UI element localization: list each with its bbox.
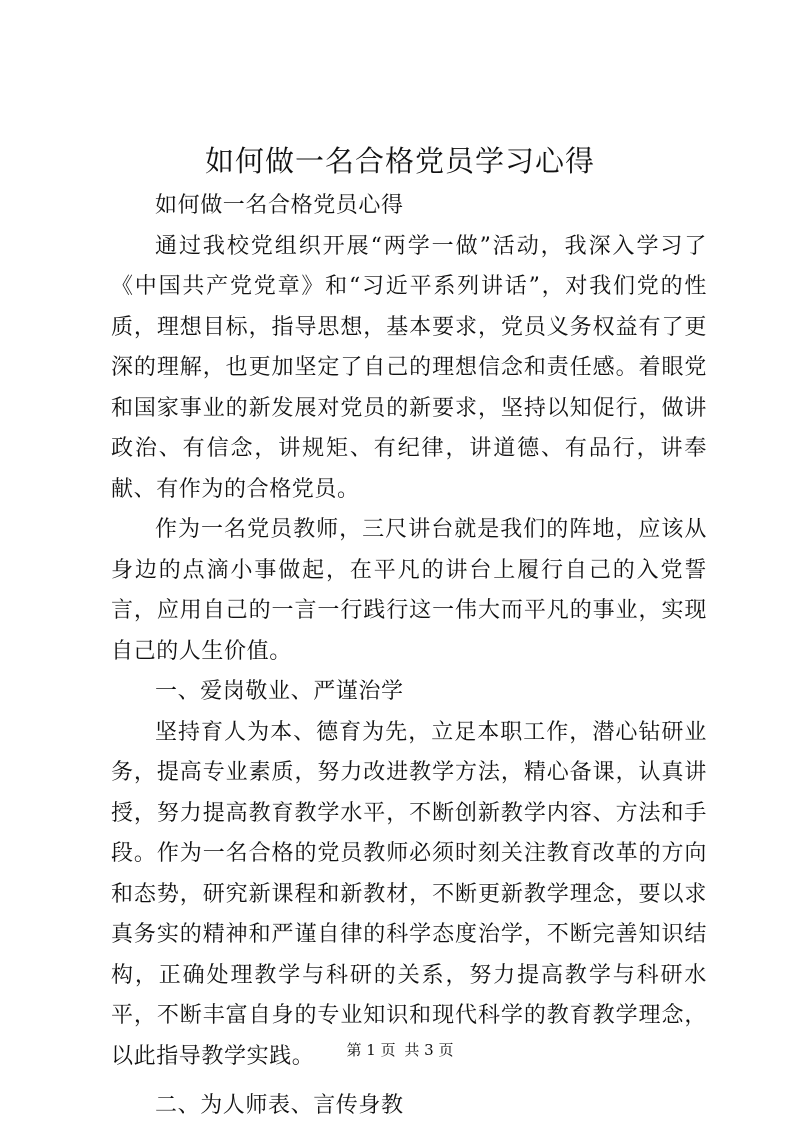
section-heading: 一、爱岗敬业、严谨治学	[155, 679, 404, 704]
body-paragraph: 坚持育人为本、德育为先，立足本职工作，潜心钻研业务，提高专业素质，努力改进教学方法，精心备课，认真讲授，努力提高教育教学水平，不断创新教学内容、方法和手段。作为一名合格的党员教师必须时刻关注教育改革的方向和态势，研究新课程和新教材，不断更新教学理念，要以求真务实的精神和严谨自律的科学态度治学，不断完善知识结构，正确处理教学与科研的关系，努力提高教学与科研水平，不断丰富自身的专业知识和现代科学的教育教学理念，以此指导教学实践。	[111, 719, 707, 1069]
page-total: 共 3 页	[404, 1041, 454, 1059]
page-footer	[0, 1040, 800, 1060]
document-title: 如何做一名合格党员学习心得	[204, 144, 595, 178]
subtitle-paragraph: 如何做一名合格党员心得	[155, 193, 404, 218]
page-number: 第 1 页	[346, 1041, 396, 1059]
body-paragraph: 作为一名党员教师，三尺讲台就是我们的阵地，应该从身边的点滴小事做起，在平凡的讲台上履行自己的入党誓言，应用自己的一言一行践行这一伟大而平凡的事业，实现自己的人生价值。	[111, 517, 707, 664]
section-heading: 二、为人师表、言传身教	[155, 1093, 404, 1118]
body-paragraph: 通过我校党组织开展“两学一做”活动，我深入学习了《中国共产党党章》和“习近平系列讲话”，对我们党的性质，理想目标，指导思想，基本要求，党员义务权益有了更深的理解，也更加坚定了自己的理想信念和责任感。着眼党和国家事业的新发展对党员的新要求，坚持以知促行，做讲政治、有信念，讲规矩、有纪律，讲道德、有品行，讲奉献、有作为的合格党员。	[111, 233, 707, 502]
document-body	[111, 186, 707, 1127]
